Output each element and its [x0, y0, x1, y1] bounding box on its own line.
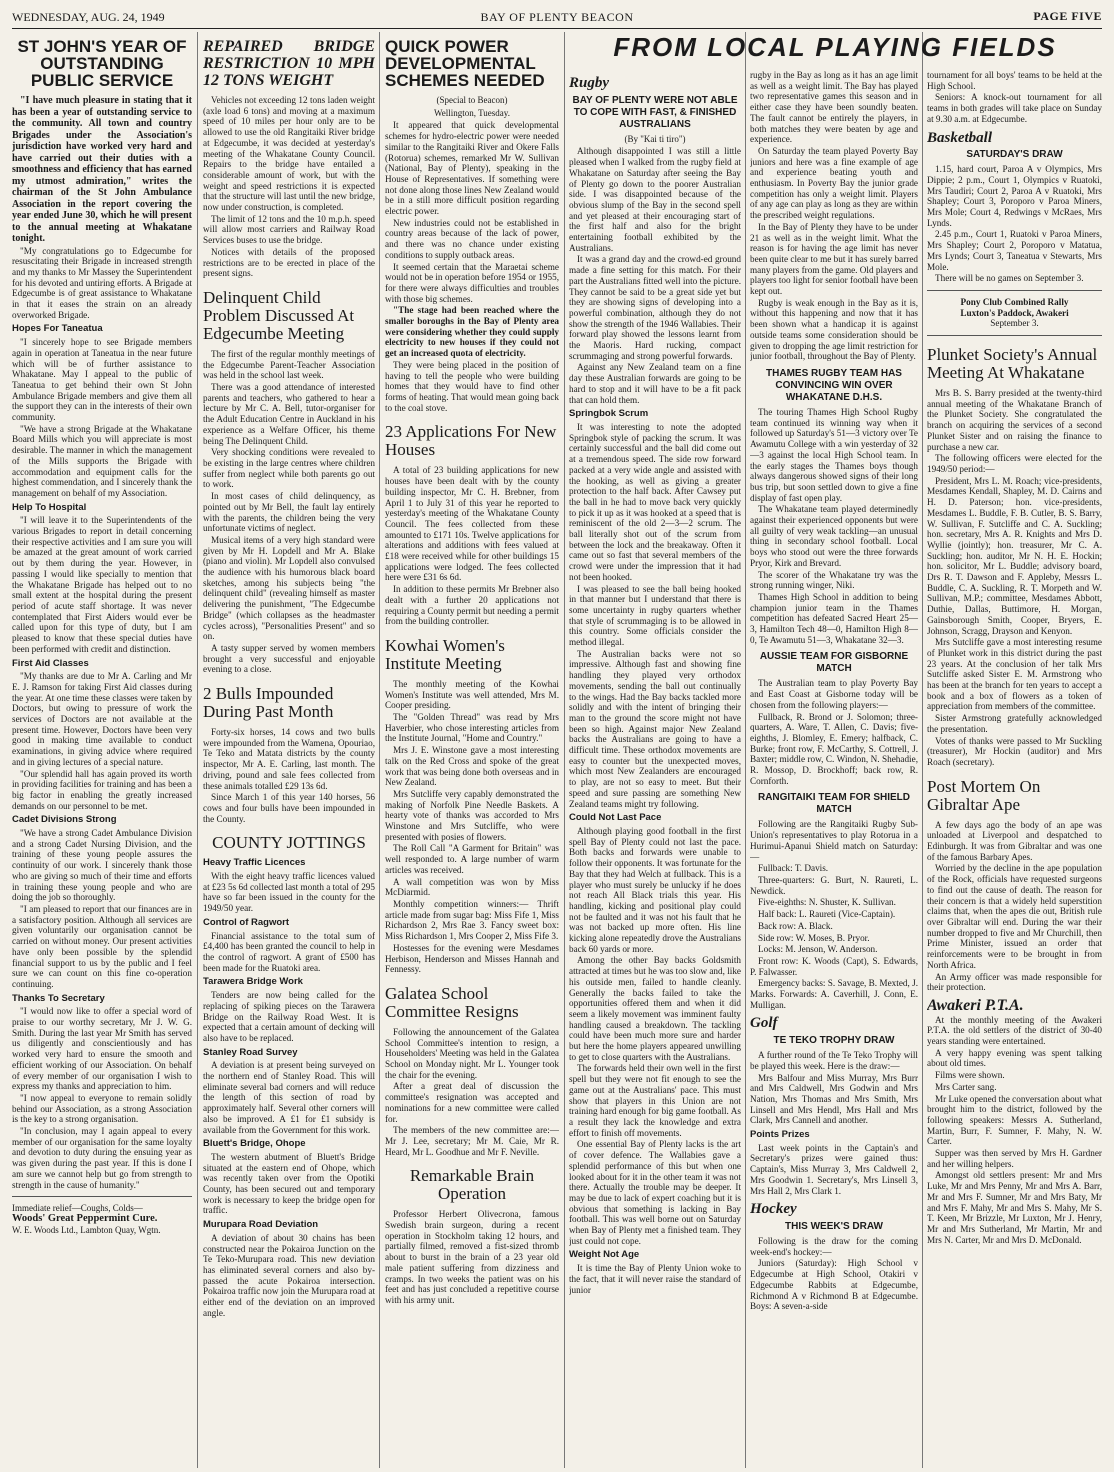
- paragraph: "I would now like to offer a special word of praise to our worthy secretary, Mr J. W. G. Smith. During the last year Mr Smith has served us diligently and conscientiously and has worked very hard to ensure the smooth and efficient working of our Association. On behalf of every member of our organisation I wish to express my thanks and appreciation to him.: [12, 1006, 192, 1092]
- paragraph: Tenders are now being called for the replacing of spiking pieces on the Tarawera Bridge on the Railway Road West. It is expected that a certain amount of decking will also have to be replaced.: [203, 990, 375, 1043]
- paragraph: A deviation of about 30 chains has been constructed near the Pokairoa Junction on the Te Teko-Murupara road. This new deviation has eliminated several corners and also by-passed the acute Pokairoa intersection. Pokairoa traffic now join the Murupara road at either end of the deviation on an improved angle.: [203, 1232, 375, 1318]
- paragraph: Half back: L. Raureti (Vice-Captain).: [758, 909, 896, 920]
- page-number: PAGE FIVE: [1033, 9, 1102, 23]
- paragraph: Fullback: T. Davis.: [758, 863, 829, 874]
- paragraph: "I now appeal to everyone to remain solidly behind our Association, as a strong Association is the key to a strong organisation.: [12, 1092, 192, 1125]
- paragraph: The Whakatane team played determinedly against their experienced opponents but were all guilty of very weak tackling—an unusual thing in secondary school football. Local boys who stood out were the three forwards Pryor, Kirk and Brevard.: [750, 504, 918, 568]
- paragraph: Although playing good football in the first spell Bay of Plenty could not last the pace. Both backs and forwards were unable to follow their opponents. It was fortunate for the Bay that they had Welch at fullback. This is a player who must surely be unlucky if he does not reach All Black trials this year. His handling, kicking and positional play could not be faulted and it was not his fault that he was not backed up more often. His line kicking alone repeatedly drove the Australians back 60 yards or more.: [569, 826, 741, 954]
- subheading: Hopes For Taneatua: [12, 323, 103, 335]
- issue-date: WEDNESDAY, AUG. 24, 1949: [12, 10, 165, 24]
- paragraph: It appeared that quick developmental schemes for hydro-electric power were needed similar to the Rangitaiki River and Okere Falls (Rotorua) schemes, remarked Mr W. Sullivan (National, Bay of Plenty), speaking in the House of Representatives. If something were not done along those lines New Zealand would be in a still more difficult position regarding electric power.: [385, 120, 559, 217]
- paragraph: Following is the draw for the coming week-end's hockey:—: [750, 1235, 918, 1257]
- paragraph: One essential Bay of Plenty lacks is the art of cover defence. The Wallabies gave a splendid performance of this but when one looked about for it in the other team it was not there. Actually the trouble may be deeper. It may be due to lack of expert coaching but it is obvious that something is lacking in Bay football. This was well borne out on Saturday when Bay of Plenty met a finished team. They just could not cope.: [569, 1139, 741, 1246]
- headline-bridge: REPAIRED BRIDGE RESTRICTION 10 MPH 12 TONS WEIGHT: [203, 38, 375, 89]
- paragraph: A few days ago the body of an ape was unloaded at Liverpool and despatched to Edinburgh. It was from Gibraltar and was one of the famous Barbary Apes.: [927, 819, 1102, 862]
- headline-bop-australians: BAY OF PLENTY WERE NOT ABLE TO COPE WITH FAST, & FINISHED AUSTRALIANS: [572, 94, 738, 130]
- headline-saturdays-draw: SATURDAY'S DRAW: [966, 149, 1063, 161]
- paragraph: Professor Herbert Olivecrona, famous Swedish brain surgeon, during a recent operation in Stockholm taking 12 hours, and partially filmed, removed a fist-sized thromb about to burst in the brain of a 23 year old male patient suffering from dizziness and cramps. In two weeks the patient was on his feet and has just concluded a repetitive course with his army unit.: [385, 1209, 559, 1305]
- subheading: Murupara Road Deviation: [203, 1219, 319, 1231]
- paragraph: Mrs Sutcliffe gave a most interesting resume of Plunket work in this district during the past 23 years. At the conclusion of her talk Mrs Sutcliffe asked Sister E. M. Armstrong who has been at the branch for ten years to accept a book and a box of flowers as a token of appreciation from members of the committee.: [927, 637, 1102, 712]
- column-rule: [564, 32, 565, 1468]
- subheading: Heavy Traffic Licences: [203, 857, 306, 869]
- paragraph: They were being placed in the position of having to tell the people who were building homes that they would have to find other forms of heating. That would mean going back to the coal stove.: [385, 359, 559, 413]
- headline-te-teko: TE TEKO TROPHY DRAW: [773, 1035, 895, 1047]
- paragraph: A tasty supper served by women members brought a very successful and enjoyable evening to a close.: [203, 642, 375, 675]
- subheading: Points Prizes: [750, 1129, 810, 1141]
- paragraph: Supper was then served by Mrs H. Gardner and her willing helpers.: [927, 1148, 1102, 1169]
- paragraph: A deviation is at present being surveyed on the northern end of Stanley Road. This will eliminate several bad corners and will reduce the length of this section of road by approximately half. Several other corners will also be improved. A £1 for £1 subsidy is available from the Government for this work.: [203, 1060, 375, 1135]
- paragraph: Juniors (Saturday): High School v Edgecumbe at High School, Otakiri v Edgecumbe Rabbits at Edgecumbe, Richmond A v Richmond B at Edgecumbe. Boys: A seven-a-side: [750, 1258, 918, 1312]
- paragraph: Notices with details of the proposed restrictions are to be erected in place of the present signs.: [203, 246, 375, 279]
- paragraph: "I will leave it to the Superintendents of the various Brigades to report in detail concerning their respective activities and I am sure you will be amazed at the great amount of work carried out by them during the year. However, in passing I would like specially to mention that the Whakatane Brigade has helped out to no small extent at the hospital during the present period of acute staff shortage. It was never contemplated that First Aiders would ever be called upon for this type of duty, but I am pleased to know that these special duties have been performed with credit and distinction.: [12, 515, 192, 654]
- divider: [12, 1196, 192, 1197]
- column-5: [750, 70, 918, 1468]
- paragraph: Rugby is weak enough in the Bay as it is, without this happening and now that it has been shown what a handicap it is against outside teams some consideration should be given to dropping the age limit restriction for junior football, throughout the Bay of Plenty.: [750, 297, 918, 362]
- paragraph: The Roll Call "A Garment for Britain" was well responded to. A large number of warm articles was received.: [385, 843, 559, 875]
- subheading: First Aid Classes: [12, 657, 89, 669]
- headline-bulls: 2 Bulls Impounded During Past Month: [203, 684, 334, 722]
- masthead: [12, 6, 1102, 29]
- headline-gibraltar: Post Mortem On Gibraltar Ape: [927, 776, 1041, 814]
- paragraph: "We have a strong Brigade at the Whakatane Board Mills which you will appreciate is most desirable. The manner in which the management of the Mills supports the Brigade with accommodation and equipment calls for the highest commendation, and I sincerely thank the management on behalf of my Association.: [12, 423, 192, 498]
- paragraph: Five-eighths: N. Shuster, K. Sullivan.: [758, 897, 896, 908]
- subheading: Bluett's Bridge, Ohope: [203, 1138, 306, 1150]
- headline-weeks-draw: THIS WEEK'S DRAW: [785, 1220, 883, 1232]
- paragraph: tournament for all boys' teams to be held at the High School.: [927, 70, 1102, 91]
- paragraph: Back row: A. Black.: [758, 920, 833, 931]
- paragraph: An Army officer was made responsible for their protection.: [927, 971, 1102, 993]
- paragraph: Vehicles not exceeding 12 tons laden weight (axle load 6 tons) and moving at a maximum speed of 10 miles per hour only are to be allowed to use the old Rangitaiki River bridge at Edgecumbe, it was decided at yesterday's meeting of the Whakatane County Council. Repairs to the bridge have entailed a considerable amount of work, but with the weight and speed restrictions it is expected that the structure will last until the new bridge, now under construction, is completed.: [203, 95, 375, 213]
- headline-thames: THAMES RUGBY TEAM HAS CONVINCING WIN OVER WHAKATANE D.H.S.: [766, 367, 902, 403]
- paragraph: Votes of thanks were passed to Mr Suckling (treasurer), Mr Hockin (auditor) and Mrs Roach (secretary).: [927, 735, 1102, 767]
- ad-product: Woods' Great Peppermint Cure.: [12, 1212, 158, 1224]
- notice-date: September 3.: [990, 318, 1039, 329]
- headline-applications: 23 Applications For New Houses: [385, 422, 557, 460]
- paragraph: Worried by the decline in the ape population of the Rock, officials have requested surgeons to find out the cause of death. The reason for their concern is that a widely held superstition claims that, when the apes die out, British rule over Gibraltar will end. During the war their number dropped to five and Mr Churchill, then Prime Minister, issued an order that reinforcements were to be brought in from North Africa.: [927, 863, 1102, 970]
- notice-title: Pony Club Combined Rally: [960, 296, 1069, 307]
- paragraph: Mrs Carter sang.: [935, 1081, 997, 1092]
- headline-county-jottings: COUNTY JOTTINGS: [212, 833, 366, 853]
- subheading: Control of Ragwort: [203, 916, 290, 928]
- column-1: [12, 32, 192, 1468]
- subheading: Help To Hospital: [12, 501, 87, 513]
- paragraph: The members of the new committee are:—Mr J. Lee, secretary; Mr M. Caie, Mr R. Heard, Mr L. Goodhue and Mr F. Neville.: [385, 1125, 559, 1157]
- paragraph: "I am pleased to report that our finances are in a satisfactory position. Although all services are given voluntarily our organisation cannot be carried on without money. Our present activities have only been possible by the splendid financial support to us by the public and I feel sure we can count on this fine co-operation continuing.: [12, 903, 192, 989]
- paper-name: BAY OF PLENTY BEACON: [480, 10, 634, 24]
- paragraph: Front row: K. Woods (Capt), S. Edwards, P. Falwasser.: [750, 955, 918, 977]
- subheading: Could Not Last Pace: [569, 812, 662, 824]
- headline-awakeri: Awakeri P.T.A.: [927, 996, 1024, 1014]
- paragraph: The scorer of the Whakatane try was the strong running winger, Niki.: [750, 569, 918, 591]
- paragraph: "We have a strong Cadet Ambulance Division and a strong Cadet Nursing Division, and the training of these young people assures the continuity of our work. I sincerely thank those who are giving so much of their time and efforts in training these young people and who are doing the job so thoroughly.: [12, 828, 192, 903]
- paragraph: Following are the Rangitaiki Rugby Sub-Union's representatives to play Rotorua in a Hurimui-Apanui Shield match on Saturday:—: [750, 819, 918, 862]
- notice-venue: Luxton's Paddock, Awakeri: [960, 307, 1069, 318]
- paragraph: Very shocking conditions were revealed to be existing in the large centres where children suffer from neglect while both parents go out to work.: [203, 447, 375, 490]
- section-hockey: Hockey: [750, 1201, 797, 1218]
- paragraph: Mrs J. E. Winstone gave a most interesting talk on the Red Cross and spoke of the great work that was being done both overseas and in New Zealand.: [385, 745, 559, 788]
- paragraph: "My thanks are due to Mr A. Carling and Mr E. J. Ramson for taking First Aid classes during the year. At one time these classes were taken by Doctors, but owing to pressure of work the services of Doctors are not available at the present time. However, Doctors have been very good in making time available to conduct examinations, in giving advice where required and in giving lectures of a special nature.: [12, 671, 192, 767]
- column-6: [927, 70, 1102, 1468]
- column-rule: [745, 32, 746, 1468]
- divider: [927, 290, 1102, 291]
- subheading: Cadet Divisions Strong: [12, 814, 117, 826]
- paragraph: Mrs Sutcliffe very capably demonstrated the making of Norfolk Pine Needle Baskets. A hearty vote of thanks was accorded to Mrs Winstone and Mrs Sutcliffe, who were presented with posies of flowers.: [385, 788, 559, 842]
- section-basketball: Basketball: [927, 129, 993, 146]
- paragraph: "Our splendid hall has again proved its worth in providing facilities for training and has been a big factor in enabling the greatly increased demands on our personnel to be met.: [12, 768, 192, 811]
- headline-aussie-team: AUSSIE TEAM FOR GISBORNE MATCH: [759, 651, 909, 675]
- section-rugby: Rugby: [569, 75, 610, 91]
- paragraph: In most cases of child delinquency, as pointed out by Mr Bell, the fault lay entirely with the parents, the children being the very unfortunate victims of neglect.: [203, 491, 375, 534]
- column-3: [385, 32, 559, 1468]
- paragraph: In the Bay of Plenty they have to be under 21 as well as in the weight limit. What the reason is for having the age limit has never been quite clear to me but it has surely barred many players from the game. Old players and players too light for senior football have been kept out.: [750, 221, 918, 297]
- paragraph: I was pleased to see the ball being hooked in that manner but I understand that there is some uncertainty in rugby quarters whether that style of scrummaging is to be allowed in this country. Some officials consider the method illegal.: [569, 583, 741, 648]
- paragraph: Monthly competition winners:— Thrift article made from sugar bag: Miss Fife 1, Miss Richardson 2, Mrs Rae 3. Fancy sweet box: Miss Richardson 1, Mrs Cooper 2, Miss Fife 3.: [385, 899, 559, 942]
- paragraph: Films were shown.: [935, 1070, 1005, 1081]
- subheading: Tarawera Bridge Work: [203, 976, 303, 988]
- paragraph: There will be no games on September 3.: [935, 273, 1084, 284]
- column-rule: [379, 32, 380, 1468]
- ad-address: W. E. Woods Ltd., Lambton Quay, Wgtn.: [12, 1224, 161, 1235]
- headline-rangitaiki: RANGITAIKI TEAM FOR SHIELD MATCH: [757, 792, 911, 816]
- paragraph: The "Golden Thread" was read by Mrs Haverbier, who chose interesting articles from the Institute Journal, "Home and Country.": [385, 712, 559, 744]
- paragraph: The first of the regular monthly meetings of the Edgecumbe Parent-Teacher Association was held in the school last week.: [203, 348, 375, 381]
- paragraph: "I sincerely hope to see Brigade members again in operation at Taneatua in the near future which will be of further assistance to Whakatane. May I appeal to the public of Taneatua to get behind their own St John Ambulance Brigade members and give them all the support they can in the interests of their own community.: [12, 337, 192, 423]
- paragraph: Since March 1 of this year 140 horses, 56 cows and four bulls have been impounded in the County.: [203, 792, 375, 824]
- paragraph: The monthly meeting of the Kowhai Women's Institute was well attended, Mrs M. Cooper presiding.: [385, 678, 559, 711]
- article-lead: "I have much pleasure in stating that it has been a year of outstanding service to the community. All town and country Brigades under the Association's jurisdiction have worked very hard and have carried out their duties with a smoothness and efficiency that has earned my utmost admiration," writes the chairman of the St John Ambulance Association in the report covering the year ended June 30, which he will present to the annual meeting at Whakatane tonight.: [12, 95, 192, 244]
- dateline: Wellington, Tuesday.: [434, 107, 510, 118]
- ad-line: Immediate relief—Coughs, Colds—: [12, 1203, 143, 1214]
- paragraph: A very happy evening was spent talking about old times.: [927, 1047, 1102, 1069]
- subheading: Stanley Road Survey: [203, 1046, 298, 1058]
- paragraph: Last week points in the Captain's and Secretary's prizes were gained thus: Captain's, Miss Murray 3, Mrs Caldwell 2, Mrs Goodwin 1. Secretary's, Mrs Linsell 3, Mrs Hall 2, Mrs Clark 1.: [750, 1142, 918, 1196]
- subheading: Springbok Scrum: [569, 408, 649, 420]
- paragraph: Three-quarters: G. Burt, N. Raureti, L. Newdick.: [750, 875, 918, 896]
- paragraph: rugby in the Bay as long as it has an age limit as well as a weight limit. The Bay has played two representative games this season and in either case they have been soundly beaten. The fault cannot be entirely the players, in both matches they were beaten by age and experience.: [750, 70, 918, 145]
- paragraph: Mrs B. S. Barry presided at the twenty-third annual meeting of the Whakatane Branch of the Plunket Society. She congratulated the branch on acquiring the services of a second Plunket Sister and on raising the finance to purchase a new car.: [927, 388, 1102, 452]
- paragraph: It was a grand day and the crowd-ed ground made a fine setting for this match. For their part the Australians fitted well into the picture. They cannot be said to be a great side yet but they are showing signs of developing into a powerful combination, although they do not show the strength of the 1946 Wallabies. Their forward play showed the lessons learnt from the Maoris. Hard rucking, compact scrummaging and strong powerful forwards.: [569, 254, 741, 361]
- paragraph: Fullback, R. Brond or J. Solomon; three-quarters, A. Ware, T. Allen, C. Davis; five-eighths, J. Blomley, E. Emery; halfback, C. Burke; front row, F. McCarthy, S. Cottrell, J. Baxter; middle row, C. Windon, N. Shehadie, R. Mossop, D. Brockhoff; back row, R. Cornforth.: [750, 711, 918, 786]
- paragraph: The western abutment of Bluett's Bridge situated at the eastern end of Ohope, which was recently taken over from the Opotiki County, has been secured out and temporary work is necessary to keep the bridge open for traffic.: [203, 1151, 375, 1216]
- paragraph: The Australian team to play Poverty Bay and East Coast at Gisborne today will be chosen from the following players:—: [750, 678, 918, 710]
- paragraph: "The stage had been reached where the smaller boroughs in the Bay of Plenty area were considering whether they could supply electricity to new houses if they could not get an increased quota of electricity.: [385, 305, 559, 359]
- paragraph: Locks: M. Jenson, W. Anderson.: [758, 944, 878, 955]
- byline: (Special to Beacon): [436, 95, 508, 105]
- paragraph: Side row: W. Moses, B. Pryor.: [758, 932, 870, 943]
- headline-delinquent-child: Delinquent Child Problem Discussed At Edgecumbe Meeting: [203, 287, 355, 343]
- headline-plunket: Plunket Society's Annual Meeting At Whakatane: [927, 345, 1098, 383]
- headline-brain-operation: Remarkable Brain Operation: [409, 1166, 535, 1204]
- paragraph: Financial assistance to the total sum of £4,400 has been granted the council to help in the control of ragwort. A grant of £500 has been made for the Ruatoki area.: [203, 930, 375, 973]
- paragraph: Among the other Bay backs Goldsmith attracted at times but he was too slow and, like his outside men, failed to handle cleanly. Generally the backs failed to take the opportunities offered them and when it did seem a likely movement was imminent faulty handling caused a breakdown. The tackling could have been much more sure and harder but here the home players appeared unwilling to get to close quarters with the Australians.: [569, 955, 741, 1062]
- column-rule: [922, 32, 923, 1468]
- headline-power: QUICK POWER DEVELOPMENTAL SCHEMES NEEDED: [385, 37, 545, 90]
- column-rule: [197, 32, 198, 1468]
- paragraph: New industries could not be established in country areas because of the lack of power, and there was no chance under existing conditions to supply outback areas.: [385, 217, 559, 260]
- headline-kowhai: Kowhai Women's Institute Meeting: [385, 635, 505, 673]
- paragraph: President, Mrs L. M. Roach; vice-presidents, Mesdames Kendall, Shapley, M. D. Cairns and H. D. Paterson; hon. vice-presidents, Mesdames L. Buddle, F. B. Cutler, B. S. Barry, W. Sullivan, F. Sutcliffe and C. A. Suckling; hon. secretary, Mrs A. R. Knights and Mrs D. Wyllie (jointly); hon. treasurer, Mr C. A. Suckling; hon. auditor, Mr N. H. E. Hockin; hon. solicitor, Mr L. Buddle; advisory board, Drs R. T. Dawson and F. Appleby, Messrs L. Buddle, C. A. Suckling, R. T. Morpeth and W. Sullivan, M.P.; committee, Mesdames Abbott, Duthie, Dallas, Buttimore, H. Morgan, Gainsborough Smith, Cooper, Bryers, E. Johnson, Scragg, Drayson and Kenyon.: [927, 475, 1102, 636]
- column-4: [569, 70, 741, 1468]
- paragraph: On Saturday the team played Poverty Bay juniors and here was a fine example of age and experience beating youth and enthusiasm. In Poverty Bay the junior grade competition has only a weight limit. Players of any age can play as long as they are within the prescribed weight regulations.: [750, 145, 918, 221]
- paragraph: Musical items of a very high standard were given by Mr H. Lopdell and Mr A. Blake (piano and violin). Mr Lopdell also convulsed the audience with his humorous black board sketches, among his subjects being "the delinquent child" (revealing himself as master delivering the punishment, "The Edgecumbe Bridge" (which collapses as the headmaster cycles across), "Personalities Present" and so on.: [203, 534, 375, 642]
- paragraph: Hostesses for the evening were Mesdames Herbison, Henderson and Misses Hannah and Fennessy.: [385, 942, 559, 975]
- paragraph: After a great deal of discussion the committee's resignation was accepted and nominations for a new committee were called for.: [385, 1081, 559, 1124]
- paragraph: With the eight heavy traffic licences valued at £23 5s 6d collected last month a total of 295 have so far been issued in the county for the 1949/50 year.: [203, 871, 375, 914]
- paragraph: The limit of 12 tons and the 10 m.p.h. speed will allow most carriers and Railway Road Services buses to use the bridge.: [203, 213, 375, 246]
- paragraph: Emergency backs: S. Savage, B. Mexted, J. Marks. Forwards: A. Caverhill, J. Conn, E. Mulligan.: [750, 978, 918, 1010]
- subheading: Thanks To Secretary: [12, 992, 105, 1004]
- paragraph: Amongst old settlers present: Mr and Mrs Luke, Mr and Mrs Penny, Mr and Mrs A. Barr, Mr and Mrs F. Sumner, Mr and Mrs Baty, Mr and Mrs F. Mahy, Mr and Mrs S. Mahy, Mr S. T. Keen, Mr Brizzle, Mr Luxton, Mr J. Henry, Mr and Mrs Sutherland, Mr Martin, Mr and Mrs N. Carter, Mr and Mrs D. McDonald.: [927, 1170, 1102, 1245]
- headline-galatea: Galatea School Committee Resigns: [385, 983, 519, 1021]
- paragraph: Mr Luke opened the conversation about what brought him to the district, followed by the following speakers: Messrs A. Sutherland, Martin, Burr, F. Sumner, F. Mahy, N. W. Carter.: [927, 1093, 1102, 1147]
- paragraph: It was interesting to note the adopted Springbok style of packing the scrum. It was certainly successful and the ball did come out at a tremendous speed. The side row forward packed at a very wide angle and assisted with the hooking, as well as giving a greater protection to the half back. After Cawsey put the ball in he had to move back very quickly to pick it up as it was hooked at a speed that is reminiscent of the old 2—3—2 scrum. The ball literally shot out of the scrum from between the lock and the breakaway. Often it came out so fast that several members of the crowd were under the impression that it had not been hooked.: [569, 421, 741, 582]
- paragraph: A wall competition was won by Miss McDiarmid.: [385, 876, 559, 898]
- divider: [927, 335, 1102, 336]
- paragraph: The forwards held their own well in the first spell but they were not fit enough to see the game out at the Australians' pace. This must show that players in this Union are not training hard enough for big game football. As a result they lack the knowledge and extra effort to finish off movements.: [569, 1063, 741, 1138]
- sports-banner: FROM LOCAL PLAYING FIELDS: [613, 32, 1057, 62]
- byline: (By "Kai ti tiro"): [624, 133, 686, 144]
- paragraph: Mrs Balfour and Miss Murray, Mrs Burr and Mrs Caldwell, Mrs Godwin and Mrs Nation, Mrs Thomas and Mrs Smith, Mrs Linsell and Mrs Hendl, Mrs Hall and Mrs Clark, Mrs Cannell and another.: [750, 1072, 918, 1126]
- paragraph: "My congratulations go to Edgecumbe for resuscitating their Brigade in increased strength and my thanks to Mr Massey the Superintendent for his devoted and untiring efforts. A Brigade at Edgecumbe is of great assistance to Whakatane in that it eases the strain on an already overworked Brigade.: [12, 245, 192, 320]
- paragraph: Although disappointed I was still a little pleased when I walked from the rugby field at Whakatane on Saturday after seeing the Bay of Plenty go down to the poorer Australian side. I was disappointed because of the obvious slump of the Bay in the second spell and yet pleased at their encouraging start of the first half and also for the bright entertaining football exhibited by the Australians.: [569, 146, 741, 253]
- advertisement: [12, 1203, 192, 1235]
- subheading: Weight Not Age: [569, 1249, 640, 1261]
- paragraph: Following the announcement of the Galatea School Committee's intention to resign, a Householders' Meeting was held in the Galatea School on Monday night. Mr L. Younger took the chair for the evening.: [385, 1026, 559, 1080]
- paragraph: A total of 23 building applications for new houses have been dealt with by the county building inspector, Mr C. H. Brebner, from April 1 to July 31 of this year he reported to yesterday's meeting of the Whakatane County Council. The fees collected from these amounted to £171 10s. Twelve applications for alterations and additions with fees valued at £18 were received while for other buildings 15 applications were lodged. The fees collected here were £31 6s 6d.: [385, 465, 559, 583]
- paragraph: Seniors: A knock-out tournament for all teams in both grades will take place on Sunday at 9.30 a.m. at Edgecumbe.: [927, 92, 1102, 124]
- paragraph: There was a good attendance of interested parents and teachers, who gathered to hear a lecture by Mr C. A. Bell, tutor-organiser for the Adult Education Centre in Auckland in his experience as a Welfare Officer, his theme being The Delinquent Child.: [203, 382, 375, 446]
- paragraph: Sister Armstrong gratefully acknowledged the presentation.: [927, 713, 1102, 734]
- paragraph: At the monthly meeting of the Awakeri P.T.A. the old settlers of the district of 30-40 years standing were entertained.: [927, 1014, 1102, 1047]
- paragraph: The following officers were elected for the 1949/50 period:—: [927, 453, 1102, 474]
- paragraph: Against any New Zealand team on a fine day these Australian forwards are going to be hard to stop and it will have to be a fit pack that can hold them.: [569, 362, 741, 405]
- headline-st-johns: ST JOHN'S YEAR OF OUTSTANDING PUBLIC SERVICE: [17, 37, 187, 90]
- paragraph: Forty-six horses, 14 cows and two bulls were impounded from the Wamena, Opouriao, Te Teko and Matata districts by the county inspector, Mr A. E. Carling, last month. The driving, pound and sale fees collected from these animals totalled £29 13s 6d.: [203, 727, 375, 791]
- paragraph: In addition to these permits Mr Brebner also dealt with a further 20 applications not requiring a County permit but needing a permit from the building controller.: [385, 584, 559, 627]
- paragraph: It seemed certain that the Maraetai scheme would not be in operation before 1954 or 1955, for there were always difficulties and troubles with those big schemes.: [385, 261, 559, 304]
- section-golf: Golf: [750, 1015, 778, 1032]
- paragraph: 2.45 p.m., Court 1, Ruatoki v Paroa Miners, Mrs Shapley; Court 2, Poroporo v Matatua, Mrs Lynds; Court 3, Taneatua v Stewarts, Mrs Mole.: [927, 229, 1102, 272]
- paragraph: It is time the Bay of Plenty Union woke to the fact, that it will never raise the standard of junior: [569, 1263, 741, 1295]
- paragraph: Thames High School in addition to being champion junior team in the Thames competition has defeated Sacred Heart 25—3, Hamilton Tech 48—0, Hamilton High 8—0, Te Awamutu 51—3, Whakatane 32—3.: [750, 591, 918, 645]
- paragraph: The touring Thames High School Rugby team continued its winning way when it followed up Saturday's 51—3 victory over Te Awamutu College with a win yesterday of 32—3 against the local High School team. In the early stages the Thames boys though always dangerous showed signs of their long bus trip, but soon settled down to give a fine display of fast open play.: [750, 406, 918, 503]
- paragraph: The Australian backs were not so impressive. Although fast and showing fine handling they played very orthodox movements, sending the ball out continually to the wings. Had the Bay backs tackled more solidly and with the intent of bringing their man to the ground the score might not have been so high. Against major New Zealand backs the Australians are going to have a difficult time. These orthodox movements are easy to counter but the unexpected moves, which most New Zealanders are encouraged to play, are not so easy to meet. But their speed and sure passing are something New Zealand teams might try following.: [569, 648, 741, 809]
- paragraph: 1.15, hard court, Paroa A v Olympics, Mrs Dippie; 2 p.m., Court 1, Olympics v Ruatoki, Mrs Taudiri; Court 2, Paroa A v Ruatoki, Mrs Shapley; Court 3, Poroporo v Paroa Miners, Mrs Mole; Court 4, Redwings v McRaes, Mrs Lynds.: [927, 164, 1102, 228]
- paragraph: "In conclusion, may I again appeal to every member of our organisation for the same loyalty and devotion to duty during the ensuing year as was given during the past year. If this is done I am sure we cannot help but go from strength to strength in the cause of humanity.": [12, 1126, 192, 1190]
- paragraph: A further round of the Te Teko Trophy will be played this week. Here is the draw:—: [750, 1050, 918, 1071]
- column-2: [203, 32, 375, 1468]
